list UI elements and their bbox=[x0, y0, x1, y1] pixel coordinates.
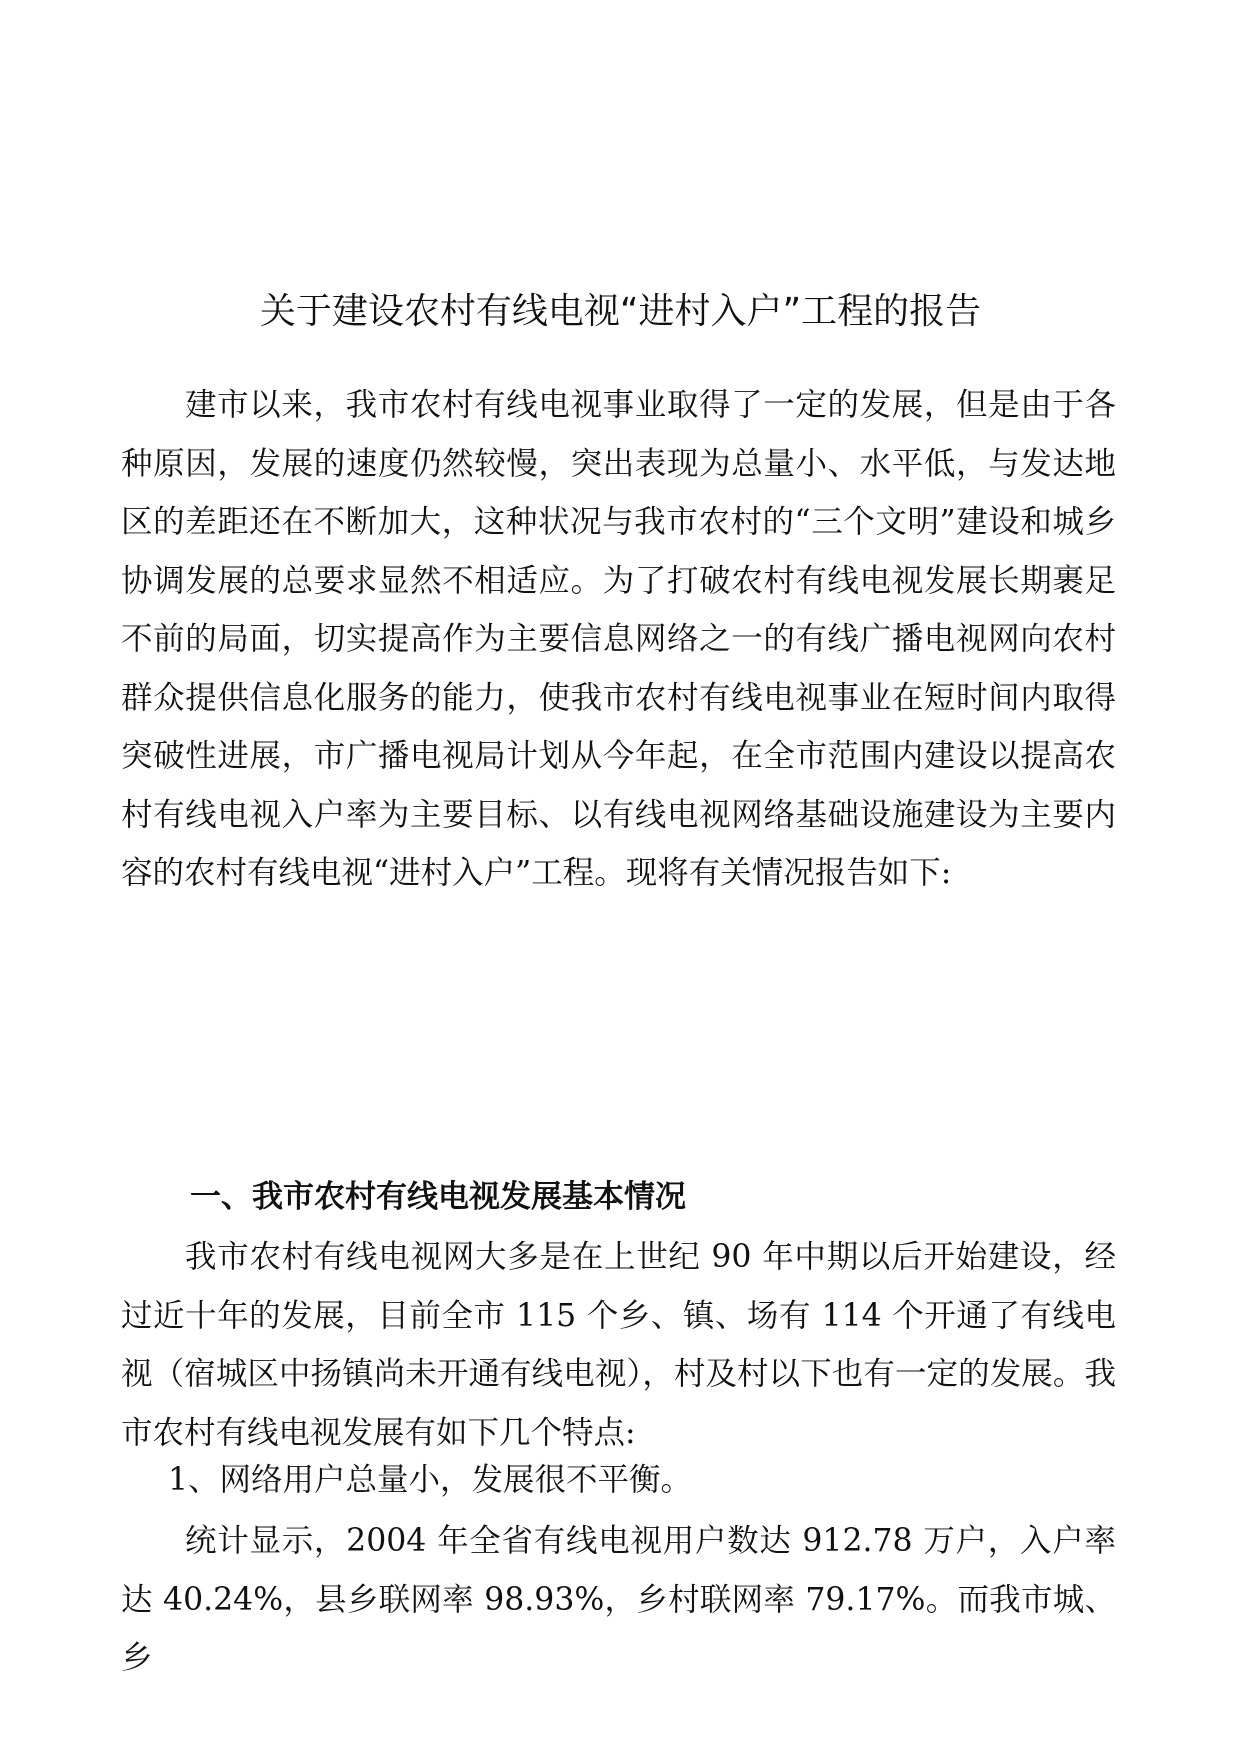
stats-paragraph: 统计显示，2004 年全省有线电视用户数达 912.78 万户，入户率达 40.24%，县乡联网率 98.93%，乡村联网率 79.17%。而我市城、乡 bbox=[121, 1523, 1116, 1676]
intro-paragraph-block bbox=[121, 376, 1116, 903]
page-title: 关于建设农村有线电视“进村入户”工程的报告 bbox=[259, 291, 982, 332]
section1-paragraph-block bbox=[121, 1228, 1116, 1462]
intro-paragraph: 建市以来，我市农村有线电视事业取得了一定的发展，但是由于各种原因，发展的速度仍然较慢，突出表现为总量小、水平低，与发达地区的差距还在不断加大，这种状况与我市农村的“三个文明”建设和城乡协调发展的总要求显然不相适应。为了打破农村有线电视发展长期裹足不前的局面，切实提高作为主要信息网络之一的有线广播电视网向农村群众提供信息化服务的能力，使我市农村有线电视事业在短时间内取得突破性进展，市广播电视局计划从今年起，在全市范围内建设以提高农村有线电视入户率为主要目标、以有线电视网络基础设施建设为主要内容的农村有线电视“进村入户”工程。现将有关情况报告如下: bbox=[121, 387, 1116, 891]
section1-paragraph: 我市农村有线电视网大多是在上世纪 90 年中期以后开始建设，经过近十年的发展，目前全市 115 个乡、镇、场有 114 个开通了有线电视（宿城区中扬镇尚未开通有线电视），村及村以下也有一定的发展。我市农村有线电视发展有如下几个特点: bbox=[121, 1239, 1116, 1451]
point-1-heading: 1、网络用户总量小，发展很不平衡。 bbox=[168, 1462, 693, 1498]
stats-paragraph-block bbox=[121, 1512, 1116, 1688]
section-heading: 一、我市农村有线电视发展基本情况 bbox=[190, 1179, 686, 1215]
